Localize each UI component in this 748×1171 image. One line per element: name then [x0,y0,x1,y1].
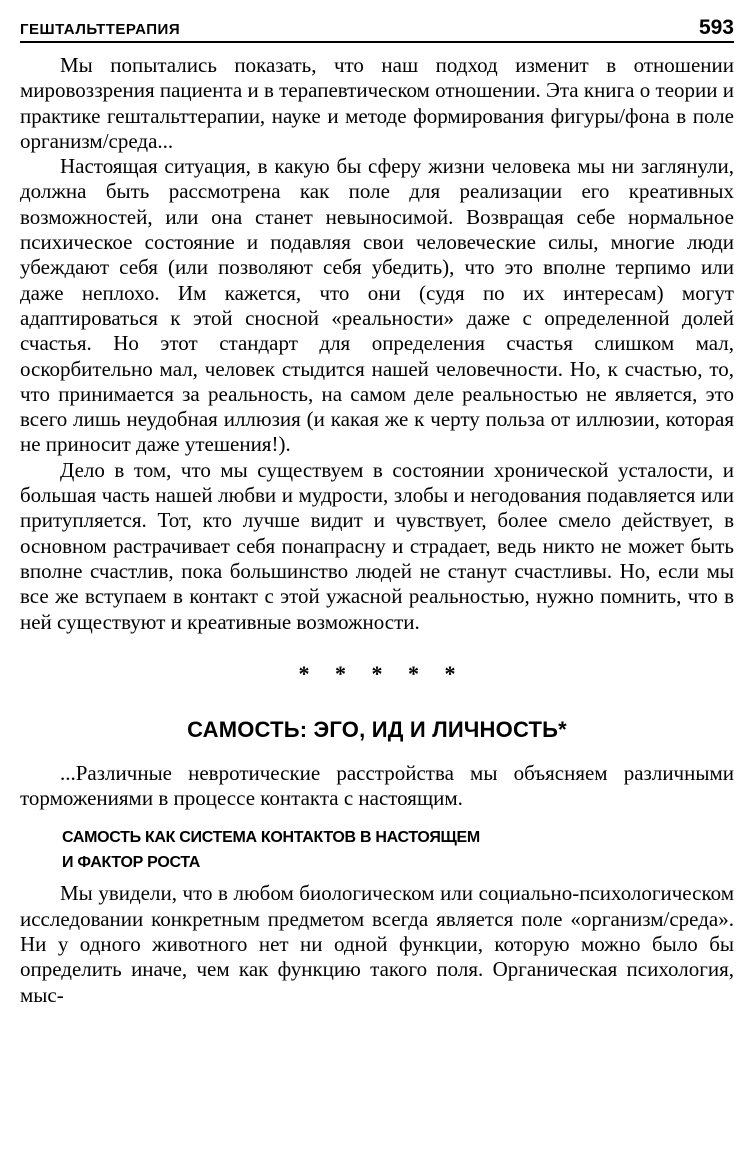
running-header [20,14,734,43]
intro-paragraph: ...Различные невротические расстройства мы объясняем различными торможениями в процессе контакта с настоящим. [20,760,734,811]
intro-text [20,761,734,812]
sub-heading-line-1: САМОСТЬ КАК СИСТЕМА КОНТАКТОВ В НАСТОЯЩЕМ [62,829,480,847]
paragraph-2: Настоящая ситуация, в какую бы сферу жизни человека мы ни заглянули, должна быть рассмотрена как поле для реализации его креативных возможностей, или она станет невыносимой. Возвращая себе нормальное психическое состояние и подавляя свои человеческие силы, многие люди убеждают себя (или позволяют себя убедить), что это вполне терпимо или даже неплохо. Им кажется, что они (судя по их интересам) могут адаптироваться к этой сносной «реальности» даже с определенной долей счастья. Но этот стандарт для определения счастья слишком мал, оскорбительно мал, человек стыдится нашей человечности. Но, к счастью, то, что принимается за реальность, на самом деле реальностью не является, это всего лишь неудобная иллюзия (и какая же к черту польза от иллюзии, которая не приносит даже утешения!). [20,154,734,457]
sub-heading-line-2: И ФАКТОР РОСТА [62,854,201,872]
final-text [20,881,734,1007]
paragraph-3: Дело в том, что мы существуем в состоянии хронической усталости, и большая часть нашей любви и мудрости, злобы и негодования подавляется или притупляется. Тот, кто лучше видит и чувствует, более смело действует, в основном растрачивает себя понапрасну и страдает, ведь никто не может быть вполне счастлив, пока большинство людей не станут счастливы. Но, если мы все же вступаем в контакт с этой ужасной реальностью, нужно помнить, что в ней существуют и креативные возможности. [20,457,734,634]
book-page [20,14,734,1008]
page-number: 593 [698,16,734,39]
running-title: ГЕШТАЛЬТТЕРАПИЯ [20,21,181,38]
sub-heading [20,825,734,875]
main-text [20,53,734,635]
section-separator: * * * * * [298,660,466,686]
final-paragraph: Мы увидели, что в любом биологическом или социально-психологическом исследовании конкретным предметом всегда является поле «организм/среда». Ни у одного животного нет ни одной функции, которую можно было бы определить иначе, чем как функцию такого поля. Органическая психология, мыс- [20,881,734,1007]
paragraph-1: Мы попытались показать, что наш подход изменит в отношении мировоззрения пациента и в терапевтическом отношении. Эта книга о теории и практике гештальттерапии, науке и методе формирования фигуры/фона в поле организм/среда... [20,53,734,153]
section-heading: САМОСТЬ: ЭГО, ИД И ЛИЧНОСТЬ* [187,716,567,742]
